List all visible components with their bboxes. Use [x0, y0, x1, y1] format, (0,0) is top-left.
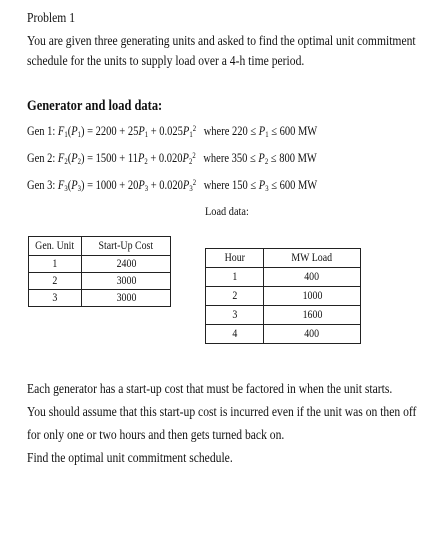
startup-cost-table [28, 236, 171, 307]
section-heading: Generator and load data: [27, 98, 163, 114]
closing-line-4: Find the optimal unit commitment schedule. [27, 450, 233, 465]
table-cell: 2 [206, 287, 264, 306]
table-cell: 1 [206, 268, 264, 287]
intro-line-1: You are given three generating units and asked to find the optimal unit commitment [27, 33, 416, 48]
closing-line-1: Each generator has a start-up cost that must be factored in when the unit starts. [27, 381, 393, 396]
table-row [206, 287, 361, 306]
table-cell: 3 [29, 290, 82, 307]
table-row [29, 256, 171, 273]
table-header-row [206, 249, 361, 268]
table-cell: 3000 [82, 290, 171, 307]
table-header: Gen. Unit [29, 237, 82, 256]
table-header: Start-Up Cost [82, 237, 171, 256]
gen-1-equation: Gen 1: $F_1(P_1) = 2200 + 25P_1 + 0.025P_1^2$ where $220 \le P_1 \le 600$ MW [27, 124, 318, 139]
table-header-row [29, 237, 171, 256]
intro-line-2: schedule for the units to supply load over a 4-h time period. [27, 53, 305, 68]
table-cell: 2400 [82, 256, 171, 273]
table-cell: 3000 [82, 273, 171, 290]
table-row [206, 306, 361, 325]
table-row [29, 273, 171, 290]
table-cell: 2 [29, 273, 82, 290]
table-cell: 4 [206, 325, 264, 344]
table-row [206, 325, 361, 344]
gen-2-equation: Gen 2: $F_2(P_2) = 1500 + 11P_2 + 0.020P_2^2$ where $350 \le P_2 \le 800$ MW [27, 151, 317, 166]
table-cell: 1 [29, 256, 82, 273]
closing-line-2: You should assume that this start-up cost is incurred even if the unit was on then off [27, 404, 417, 419]
table-header: MW Load [264, 249, 361, 268]
table-cell: 1000 [264, 287, 361, 306]
table-cell: 400 [264, 268, 361, 287]
closing-line-3: for only one or two hours and then gets turned back on. [27, 427, 285, 442]
table-row [206, 268, 361, 287]
table-row [29, 290, 171, 307]
table-cell: 3 [206, 306, 264, 325]
gen-3-equation: Gen 3: $F_3(P_3) = 1000 + 20P_3 + 0.020P_3^2$ where $150 \le P_3 \le 600$ MW [27, 178, 318, 193]
table-cell: 400 [264, 325, 361, 344]
table-header: Hour [206, 249, 264, 268]
table-cell: 1600 [264, 306, 361, 325]
load-data-table [205, 248, 361, 344]
load-data-label: Load data: [205, 204, 249, 218]
problem-title: Problem 1 [27, 10, 76, 25]
